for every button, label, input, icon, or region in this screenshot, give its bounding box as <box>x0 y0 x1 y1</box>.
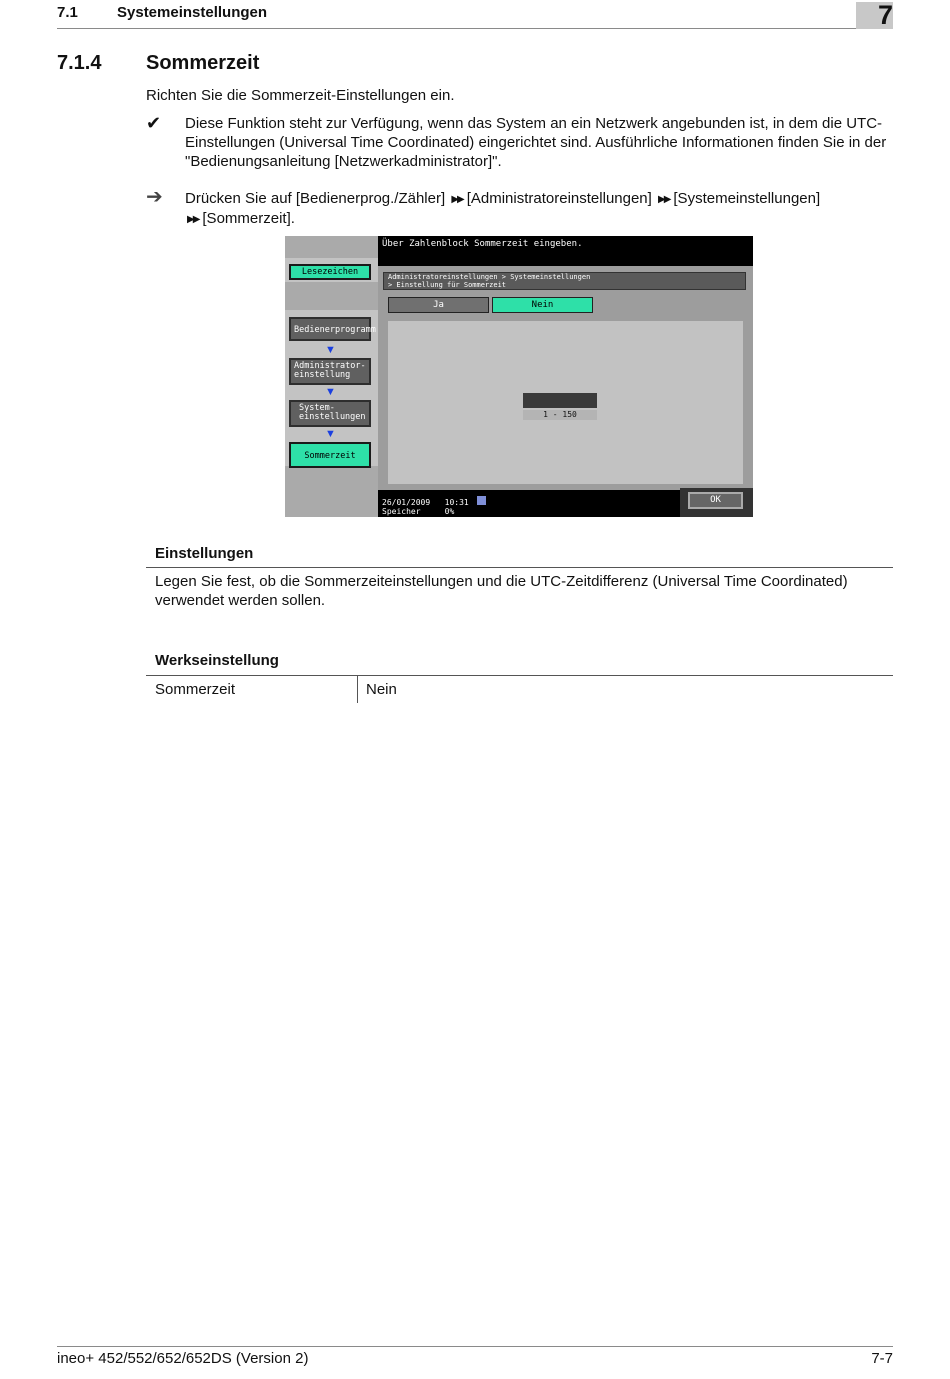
defaults-row-name: Sommerzeit <box>155 681 236 698</box>
double-arrow-icon: ▶▶ <box>451 194 463 205</box>
sidebar-band <box>285 236 378 258</box>
section-number: 7.1.4 <box>57 52 102 74</box>
bookmark-button[interactable]: Lesezeichen <box>289 264 371 280</box>
screen-main-area <box>378 266 753 490</box>
memory-label: Speicher <box>382 507 421 516</box>
input-area <box>388 321 743 484</box>
intro-text: Richten Sie die Sommerzeit-Einstellungen ein. <box>146 87 455 104</box>
step-part-2: [Administratoreinstellungen] <box>466 190 652 207</box>
status-memory <box>382 507 469 516</box>
status-time: 10:31 <box>444 498 469 507</box>
arrow-down-icon: ▼ <box>325 428 336 440</box>
step-part-3: [Systemeinstellungen] <box>673 190 821 207</box>
screen-status <box>382 498 469 516</box>
double-arrow-icon: ▶▶ <box>187 214 199 225</box>
settings-text: Legen Sie fest, ob die Sommerzeiteinstellungen und die UTC-Zeitdifferenz (Universal Time Coordinated) verwendet werden sollen. <box>155 573 848 609</box>
sidebar-item-system[interactable]: System- einstellungen <box>289 400 371 427</box>
sidebar-band <box>285 282 378 310</box>
breadcrumb-line-2: > Einstellung für Sommerzeit <box>388 280 507 289</box>
settings-heading: Einstellungen <box>155 545 254 562</box>
arrow-right-icon: ➔ <box>146 186 163 208</box>
sidebar-item-sommerzeit[interactable]: Sommerzeit <box>289 442 371 468</box>
step-part-4: [Sommerzeit]. <box>202 210 295 227</box>
status-datetime <box>382 498 469 507</box>
checkmark-icon: ✔ <box>146 113 162 133</box>
arrow-down-icon: ▼ <box>325 386 336 398</box>
step-text <box>185 189 890 229</box>
sidebar-band <box>285 466 378 517</box>
status-date: 26/01/2009 <box>382 498 431 507</box>
section-title: Sommerzeit <box>146 52 260 74</box>
breadcrumb-line-1: Administratoreinstellungen > Systemeinstellungen <box>388 273 591 281</box>
double-arrow-icon: ▶▶ <box>658 194 670 205</box>
network-icon <box>477 496 486 505</box>
screen-prompt: Über Zahlenblock Sommerzeit eingeben. <box>382 239 583 249</box>
screen-breadcrumb <box>383 272 746 290</box>
arrow-down-icon: ▼ <box>325 344 336 356</box>
step-part-1: Drücken Sie auf [Bedienerprog./Zähler] <box>185 190 446 207</box>
sidebar-item-administrator[interactable]: Administrator- einstellung <box>289 358 371 385</box>
defaults-rule <box>146 675 893 676</box>
device-screen <box>285 236 753 517</box>
header-section-number: 7.1 <box>57 4 78 21</box>
sidebar-item-bedienerprogramm[interactable]: Bedienerprogramm <box>289 317 371 341</box>
value-range: 1 - 150 <box>523 410 597 420</box>
option-ja-button[interactable]: Ja <box>388 297 489 313</box>
value-input[interactable] <box>523 393 597 408</box>
chapter-number: 7 <box>877 0 893 30</box>
ok-button[interactable]: OK <box>688 492 743 509</box>
note-text: Diese Funktion steht zur Verfügung, wenn das System an ein Netzwerk angebunden ist, in dem die UTC-Einstellungen (Universal Time Coordinated) eingerichtet sind. Ausführliche Informationen finden Sie in der "Bedienungsanleitung [Netzwerkadministrator]". <box>185 115 887 170</box>
defaults-heading: Werkseinstellung <box>155 652 279 669</box>
defaults-row-value: Nein <box>366 681 397 698</box>
option-nein-button[interactable]: Nein <box>492 297 593 313</box>
footer-rule <box>57 1346 893 1347</box>
memory-value: 0% <box>444 507 455 516</box>
screen-sidebar <box>285 236 378 517</box>
footer-model: ineo+ 452/552/652/652DS (Version 2) <box>57 1350 309 1367</box>
settings-rule <box>146 567 893 568</box>
header-rule <box>57 28 893 29</box>
table-divider <box>357 676 358 703</box>
footer-page-number: 7-7 <box>871 1350 893 1367</box>
header-section-title: Systemeinstellungen <box>117 4 268 21</box>
